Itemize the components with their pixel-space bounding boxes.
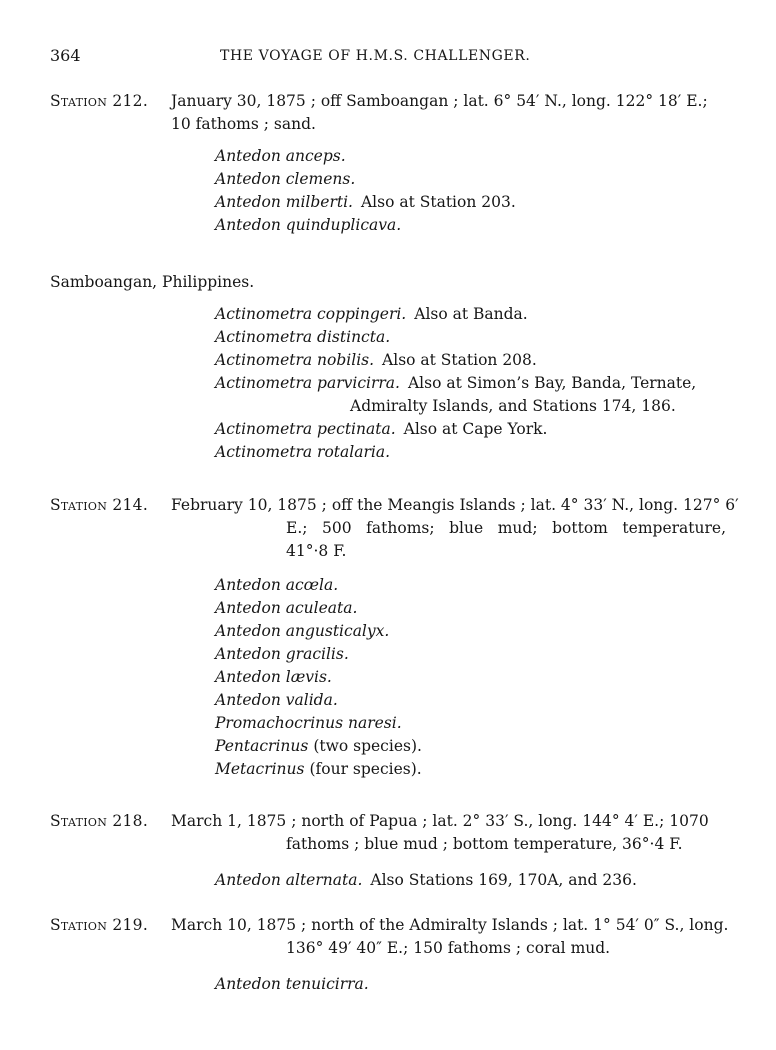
species-name: Antedon milberti. <box>215 193 353 211</box>
species-item <box>215 666 422 689</box>
species-list-218 <box>215 869 637 892</box>
species-name: Metacrinus <box>215 760 305 778</box>
species-item <box>215 214 516 237</box>
species-name: Antedon clemens. <box>215 170 356 188</box>
species-name: Antedon lævis. <box>215 668 332 686</box>
description-line: March 1, 1875 ; north of Papua ; lat. 2° 33′ S., long. 144° 4′ E.; 1070 <box>171 812 709 830</box>
species-note: (four species). <box>309 760 422 778</box>
page-number: 364 <box>50 46 81 65</box>
species-note: Also at Banda. <box>414 305 528 323</box>
species-name: Antedon tenuicirra. <box>215 975 369 993</box>
species-item <box>215 597 422 620</box>
description-line: January 30, 1875 ; off Samboangan ; lat. 6° 54′ N., long. 122° 18′ E.; <box>171 92 708 110</box>
description-line: fathoms ; blue mud ; bottom temperature, 36°·4 F. <box>286 835 683 853</box>
species-item <box>215 735 422 758</box>
species-item <box>215 372 696 418</box>
description-line: February 10, 1875 ; off the Meangis Islands ; lat. 4° 33′ N., long. 127° 6′ <box>171 496 739 514</box>
species-name: Antedon quinduplicava. <box>215 216 402 234</box>
species-name: Actinometra nobilis. <box>215 351 375 369</box>
description-line: March 10, 1875 ; north of the Admiralty Islands ; lat. 1° 54′ 0″ S., long. <box>171 916 729 934</box>
station-description <box>171 914 729 960</box>
description-line: 41°·8 F. <box>286 542 347 560</box>
species-note: Also at Station 208. <box>382 351 537 369</box>
station-label: Station 214. <box>50 496 149 514</box>
species-item <box>215 349 696 372</box>
description-line: 136° 49′ 40″ E.; 150 fathoms ; coral mud. <box>286 939 611 957</box>
station-label: Station 219. <box>50 916 149 934</box>
species-item <box>215 168 516 191</box>
species-note: Also at Cape York. <box>403 420 548 438</box>
species-name: Actinometra rotalaria. <box>215 443 390 461</box>
species-name: Antedon aculeata. <box>215 599 358 617</box>
species-name: Actinometra coppingeri. <box>215 305 407 323</box>
species-list-214 <box>215 574 422 781</box>
species-item <box>215 303 696 326</box>
species-name: Antedon anceps. <box>215 147 346 165</box>
species-list-samboangan <box>215 303 696 464</box>
species-item <box>215 973 369 996</box>
species-note: Also at Station 203. <box>360 193 516 211</box>
species-item <box>215 441 696 464</box>
species-name: Promachocrinus naresi. <box>215 714 402 732</box>
species-name: Antedon alternata. <box>215 871 363 889</box>
species-note-continuation: Admiralty Islands, and Stations 174, 186. <box>350 397 676 415</box>
species-list-212 <box>215 145 516 237</box>
station-description <box>171 810 726 856</box>
species-name: Pentacrinus <box>215 737 309 755</box>
species-name: Actinometra distincta. <box>215 328 391 346</box>
species-item <box>215 643 422 666</box>
species-item <box>215 145 516 168</box>
species-item <box>215 689 422 712</box>
species-item <box>215 620 422 643</box>
station-description <box>171 494 739 563</box>
running-title: THE VOYAGE OF H.M.S. CHALLENGER. <box>220 48 531 64</box>
species-name: Antedon gracilis. <box>215 645 349 663</box>
species-item <box>215 574 422 597</box>
description-line: 10 fathoms ; sand. <box>171 115 316 133</box>
station-description <box>171 90 726 136</box>
station-label: Station 212. <box>50 92 149 110</box>
locality-heading: Samboangan, Philippines. <box>50 273 255 291</box>
species-name: Antedon angusticalyx. <box>215 622 390 640</box>
station-label: Station 218. <box>50 812 149 830</box>
species-name: Antedon valida. <box>215 691 338 709</box>
species-item <box>215 712 422 735</box>
species-list-219 <box>215 973 369 996</box>
description-line: E.; 500 fathoms; blue mud; bottom temperature, <box>286 519 726 537</box>
species-name: Actinometra parvicirra. <box>215 374 400 392</box>
species-note: (two species). <box>313 737 422 755</box>
species-note: Also at Simon’s Bay, Banda, Ternate, <box>407 374 697 392</box>
species-item <box>215 869 637 892</box>
species-name: Antedon acœla. <box>215 576 339 594</box>
species-item <box>215 758 422 781</box>
species-item <box>215 191 516 214</box>
species-item <box>215 326 696 349</box>
species-note: Also Stations 169, 170A, and 236. <box>370 871 637 889</box>
species-name: Actinometra pectinata. <box>215 420 396 438</box>
species-item <box>215 418 696 441</box>
